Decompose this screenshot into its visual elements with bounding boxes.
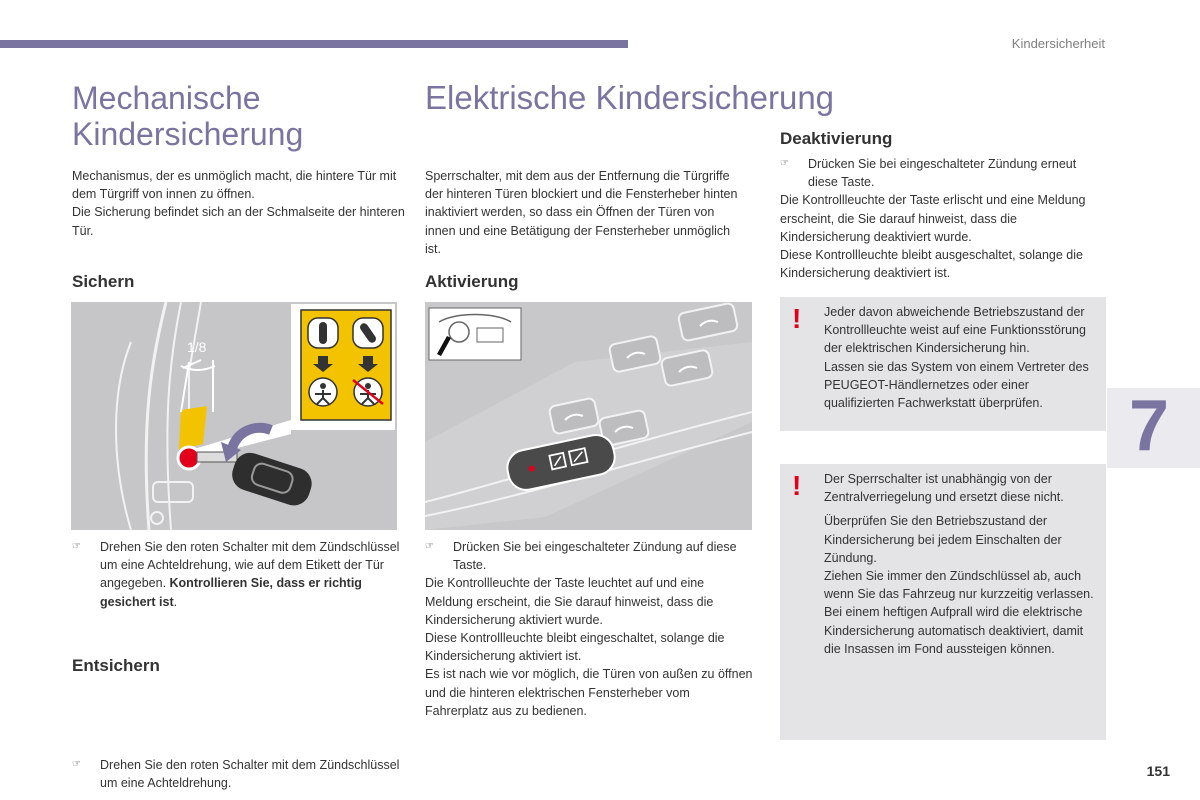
electric-intro-text: Sperrschalter, mit dem aus der Entfernung die Türgriffe der hinteren Türen blockiert und die Fensterheber hinten inaktiviert werden, so dass ein Öffnen der Türen von innen und eine Betätigung der Fensterheber unmöglich ist. <box>425 169 738 256</box>
sichern-step-end: . <box>173 594 178 609</box>
warning-paragraph: Ziehen Sie immer den Zündschlüssel ab, auch wenn Sie das Fahrzeug nur kurzzeitig verlassen. <box>824 569 1094 602</box>
sichern-step-text: Drehen Sie den roten Schalter mit dem Zündschlüssel um eine Achteldrehung, wie auf dem Etikett der Tür angegeben. <box>100 540 400 591</box>
aktivierung-step <box>425 538 755 574</box>
deaktivierung-paragraph: Diese Kontrollleuchte bleibt ausgeschaltet, solange die Kindersicherung deaktiviert ist. <box>780 248 1083 281</box>
mechanical-intro <box>72 167 412 240</box>
warning-text <box>824 303 1102 412</box>
intro-paragraph: Die Sicherung befindet sich an der Schmalseite der hinteren Tür. <box>72 205 405 238</box>
mechanical-title-line2: Kindersicherung <box>72 116 304 152</box>
intro-paragraph: Mechanismus, der es unmöglich macht, die hintere Tür mit dem Türgriff von innen zu öffnen. <box>72 169 397 202</box>
exclamation-icon: ! <box>792 470 802 501</box>
pointing-hand-icon: ☞ <box>780 158 789 169</box>
sichern-heading: Sichern <box>72 272 135 291</box>
deaktivierung-step <box>780 155 1105 191</box>
sichern-step <box>72 538 420 611</box>
warning-text <box>824 470 1102 658</box>
warning-box-malfunction <box>780 297 1106 431</box>
electric-intro <box>425 167 745 258</box>
aktivierung-paragraph: Diese Kontrollleuchte bleibt eingeschaltet, solange die Kindersicherung aktiviert ist. <box>425 631 725 664</box>
page-number: 151 <box>1146 763 1170 779</box>
deaktivierung-paragraph: Die Kontrollleuchte der Taste erlischt und eine Meldung erscheint, die Sie darauf hinweist, dass die Kindersicherung deaktiviert wurde. <box>780 193 1086 244</box>
warning-paragraph: Jeder davon abweichende Betriebszustand der Kontrollleuchte weist auf eine Funktionsstörung der elektrischen Kindersicherung hin. <box>824 305 1086 356</box>
exclamation-icon: ! <box>792 303 802 334</box>
pointing-hand-icon: ☞ <box>72 758 81 770</box>
window-switch-panel-illustration <box>425 302 752 530</box>
door-label-strip <box>179 406 207 450</box>
header-accent-bar <box>0 40 628 48</box>
deaktivierung-step-text: Drücken Sie bei eingeschalteter Zündung erneut diese Taste. <box>808 157 1077 190</box>
rotation-label: 1/8 <box>187 339 207 355</box>
aktivierung-paragraph: Die Kontrollleuchte der Taste leuchtet auf und eine Meldung erscheint, die Sie darauf hinweist, dass die Kindersicherung aktiviert wurde. <box>425 576 714 627</box>
warning-paragraph: Überprüfen Sie den Betriebszustand der Kindersicherung bei jedem Einschalten der Zündung. <box>824 514 1062 565</box>
entsichern-step <box>72 756 420 792</box>
deaktivierung-text <box>780 155 1105 282</box>
aktivierung-text <box>425 538 755 720</box>
section-name: Kindersicherheit <box>1011 36 1105 51</box>
aktivierung-paragraph: Es ist nach wie vor möglich, die Türen von außen zu öffnen und die hinteren elektrischen Fensterheber vom Fahrerplatz aus zu bedienen. <box>425 667 753 718</box>
warning-paragraph: Lassen sie das System von einem Vertreter des PEUGEOT-Händlernetzes oder einer qualifizierten Fachwerkstatt überprüfen. <box>824 359 1089 411</box>
warning-paragraph: Bei einem heftigen Aufprall wird die elektrische Kindersicherung automatisch deaktiviert, damit die Insassen im Fond aussteigen können. <box>824 605 1084 656</box>
pointing-hand-icon: ☞ <box>72 541 81 552</box>
entsichern-step-text: Drehen Sie den roten Schalter mit dem Zündschlüssel um eine Achteldrehung. <box>100 757 400 791</box>
entsichern-heading: Entsichern <box>72 656 160 675</box>
warning-paragraph: Der Sperrschalter ist unabhängig von der Zentralverriegelung und ersetzt diese nicht. <box>824 472 1064 505</box>
electric-title: Elektrische Kindersicherung <box>425 79 835 116</box>
chapter-number: 7 <box>1129 386 1170 466</box>
chapter-tab <box>1107 388 1200 468</box>
sichern-step-bold: Kontrollieren Sie, dass er richtig gesichert ist <box>100 576 362 609</box>
deaktivierung-heading: Deaktivierung <box>780 129 893 148</box>
mechanical-title-line1: Mechanische <box>72 80 261 116</box>
warning-box-independence <box>780 464 1106 740</box>
child-lock-diagram <box>71 302 397 530</box>
aktivierung-heading: Aktivierung <box>425 272 519 291</box>
mechanical-title <box>72 80 392 152</box>
pointing-hand-icon: ☞ <box>425 541 434 552</box>
aktivierung-step-text: Drücken Sie bei eingeschalteter Zündung auf diese Taste. <box>453 540 737 573</box>
